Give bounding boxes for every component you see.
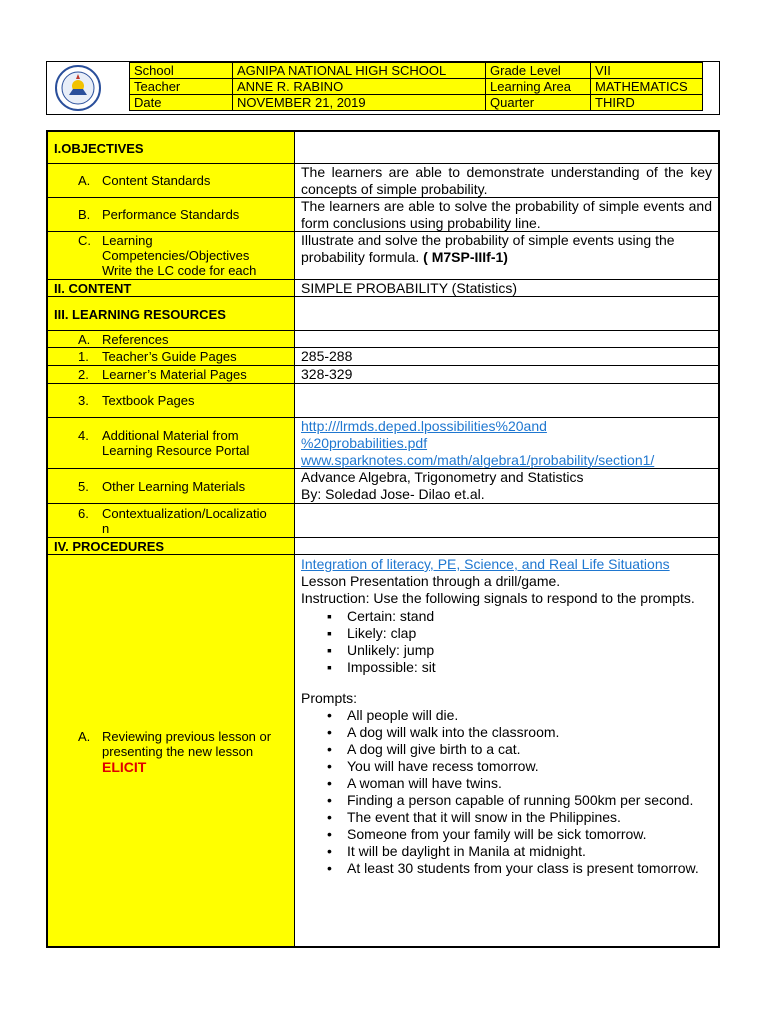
textbook-row <box>48 384 718 418</box>
list-item <box>301 809 712 826</box>
other-materials-label: Other Learning Materials <box>102 479 246 494</box>
prompts-list <box>301 707 712 877</box>
lrmds-link-continued[interactable]: %20probabilities.pdf <box>301 435 428 451</box>
prompt-text: At least 30 students from your class is present tomorrow. <box>347 860 699 876</box>
content-standards-label: Content Standards <box>102 173 211 188</box>
item-number: 4. <box>78 428 89 443</box>
prompt-text: Someone from your family will be sick tomorrow. <box>347 826 647 842</box>
additional-material-label-line: Learning Resource Portal <box>102 443 250 458</box>
learners-material-row <box>48 366 718 384</box>
content-heading: II. CONTENT <box>54 281 132 296</box>
objectives-heading-row <box>48 132 718 164</box>
school-key: School <box>130 63 233 79</box>
deped-seal-icon <box>55 65 101 111</box>
reviewing-label-line: Reviewing previous lesson or <box>102 729 272 744</box>
list-item <box>301 724 712 741</box>
label-cell <box>48 469 295 503</box>
prompt-text: You will have recess tomorrow. <box>347 758 539 774</box>
additional-material-label-line: Additional Material from <box>102 428 239 443</box>
label-cell <box>48 132 295 163</box>
signal-text: Unlikely: jump <box>347 642 435 658</box>
contextualization-label-line: Contextualization/Localizatio <box>102 506 267 521</box>
integration-link[interactable]: Integration of literacy, PE, Science, and Real Life Situations <box>301 556 670 572</box>
contextualization-row <box>48 504 718 538</box>
content-standards-text: The learners are able to demonstrate understanding of the key concepts of simple probability. <box>301 164 712 197</box>
item-number: A. <box>78 729 91 744</box>
additional-material-row <box>48 418 718 469</box>
square-bullet-icon: ▪ <box>327 625 332 641</box>
teachers-guide-pages: 285-288 <box>301 348 353 364</box>
school-value: AGNIPA NATIONAL HIGH SCHOOL <box>233 63 486 79</box>
reviewing-content <box>301 556 712 877</box>
header-block <box>46 61 720 115</box>
item-number: 1. <box>78 349 89 364</box>
teachers-guide-row <box>48 348 718 366</box>
header-row <box>130 95 703 111</box>
header-row <box>130 79 703 95</box>
quarter-key: Quarter <box>486 95 591 111</box>
instruction-text: Instruction: Use the following signals to respond to the prompts. <box>301 590 695 606</box>
presentation-text: Lesson Presentation through a drill/game. <box>301 573 561 589</box>
contextualization-label-line: n <box>102 521 110 536</box>
procedures-heading: IV. PROCEDURES <box>54 539 165 554</box>
signal-text: Impossible: sit <box>347 659 436 675</box>
other-materials-row <box>48 469 718 504</box>
label-cell <box>48 555 295 946</box>
lesson-plan-table <box>46 130 720 948</box>
teachers-guide-label: Teacher’s Guide Pages <box>102 349 237 364</box>
performance-standards-label: Performance Standards <box>102 207 240 222</box>
bullet-icon: • <box>327 758 332 774</box>
label-cell <box>48 366 295 383</box>
additional-material-links <box>301 418 712 469</box>
signal-text: Certain: stand <box>347 608 435 624</box>
item-number: 3. <box>78 393 89 408</box>
label-cell <box>48 348 295 365</box>
learners-material-label: Learner’s Material Pages <box>102 367 247 382</box>
prompts-label: Prompts: <box>301 690 358 706</box>
content-text: SIMPLE PROBABILITY (Statistics) <box>301 280 518 296</box>
content-standards-row <box>48 164 718 198</box>
label-cell <box>48 331 295 347</box>
list-item <box>301 659 712 676</box>
reviewing-row <box>48 555 718 946</box>
list-item <box>301 860 712 877</box>
bullet-icon: • <box>327 707 332 723</box>
list-item <box>301 758 712 775</box>
list-item <box>301 843 712 860</box>
header-table <box>129 62 703 111</box>
competencies-row <box>48 232 718 280</box>
content-row <box>48 280 718 297</box>
lrmds-link[interactable]: http:///lrmds.deped.lpossibilities%20and <box>301 418 547 434</box>
signals-list <box>301 608 712 676</box>
performance-standards-text: The learners are able to solve the probability of simple events and form conclusions using probability line. <box>301 198 712 231</box>
grade-level-value: VII <box>591 63 703 79</box>
prompt-text: It will be daylight in Manila at midnight. <box>347 843 586 859</box>
label-cell <box>48 280 295 296</box>
book-title: Advance Algebra, Trigonometry and Statistics <box>301 469 584 485</box>
prompt-text: A dog will give birth to a cat. <box>347 741 521 757</box>
item-number: A. <box>78 332 91 347</box>
elicit-tag: ELICIT <box>102 759 147 775</box>
bullet-icon: • <box>327 843 332 859</box>
teacher-key: Teacher <box>130 79 233 95</box>
quarter-value: THIRD <box>591 95 703 111</box>
learning-area-key: Learning Area <box>486 79 591 95</box>
references-row <box>48 331 718 348</box>
bullet-icon: • <box>327 775 332 791</box>
square-bullet-icon: ▪ <box>327 659 332 675</box>
item-number: 6. <box>78 506 89 521</box>
prompt-text: The event that it will snow in the Philippines. <box>347 809 621 825</box>
bullet-icon: • <box>327 826 332 842</box>
book-authors: By: Soledad Jose- Dilao et.al. <box>301 486 485 502</box>
item-number: 5. <box>78 479 89 494</box>
list-item <box>301 707 712 724</box>
item-number: B. <box>78 207 91 222</box>
list-item <box>301 625 712 642</box>
competencies-description: Illustrate and solve the probability of simple events using the probability formula. <box>301 232 675 265</box>
label-cell <box>48 297 295 330</box>
list-item <box>301 826 712 843</box>
prompt-text: A dog will walk into the classroom. <box>347 724 560 740</box>
resources-heading-row <box>48 297 718 331</box>
list-item <box>301 608 712 625</box>
competencies-label-line: Learning <box>102 233 153 248</box>
bullet-icon: • <box>327 741 332 757</box>
lc-code: ( M7SP-IIIf-1) <box>423 249 508 265</box>
date-value: NOVEMBER 21, 2019 <box>233 95 486 111</box>
prompt-text: All people will die. <box>347 707 459 723</box>
objectives-heading: I.OBJECTIVES <box>54 141 144 156</box>
label-cell <box>48 232 295 279</box>
prompt-text: A woman will have twins. <box>347 775 502 791</box>
label-cell <box>48 164 295 197</box>
square-bullet-icon: ▪ <box>327 608 332 624</box>
competencies-label-line: Write the LC code for each <box>102 263 257 278</box>
signal-text: Likely: clap <box>347 625 417 641</box>
bullet-icon: • <box>327 792 332 808</box>
competencies-text <box>301 232 712 266</box>
competencies-label-line: Competencies/Objectives <box>102 248 250 263</box>
item-number: A. <box>78 173 91 188</box>
label-cell <box>48 538 295 554</box>
label-cell <box>48 384 295 417</box>
sparknotes-link[interactable]: www.sparknotes.com/math/algebra1/probability/section1/ <box>301 452 655 468</box>
learning-area-value: MATHEMATICS <box>591 79 703 95</box>
bullet-icon: • <box>327 809 332 825</box>
prompt-text: Finding a person capable of running 500km per second. <box>347 792 694 808</box>
header-row <box>130 63 703 79</box>
label-cell <box>48 418 295 468</box>
list-item <box>301 792 712 809</box>
list-item <box>301 775 712 792</box>
reviewing-label-line: presenting the new lesson <box>102 744 254 759</box>
textbook-label: Textbook Pages <box>102 393 195 408</box>
resources-heading: III. LEARNING RESOURCES <box>54 307 226 322</box>
list-item <box>301 642 712 659</box>
item-number: C. <box>78 233 91 248</box>
list-item <box>301 741 712 758</box>
references-label: References <box>102 332 169 347</box>
square-bullet-icon: ▪ <box>327 642 332 658</box>
date-key: Date <box>130 95 233 111</box>
label-cell <box>48 198 295 231</box>
learners-material-pages: 328-329 <box>301 366 353 382</box>
performance-standards-row <box>48 198 718 232</box>
bullet-icon: • <box>327 724 332 740</box>
bullet-icon: • <box>327 860 332 876</box>
other-materials-text <box>301 469 712 503</box>
grade-level-key: Grade Level <box>486 63 591 79</box>
teacher-value: ANNE R. RABINO <box>233 79 486 95</box>
procedures-heading-row <box>48 538 718 555</box>
item-number: 2. <box>78 367 89 382</box>
label-cell <box>48 504 295 537</box>
